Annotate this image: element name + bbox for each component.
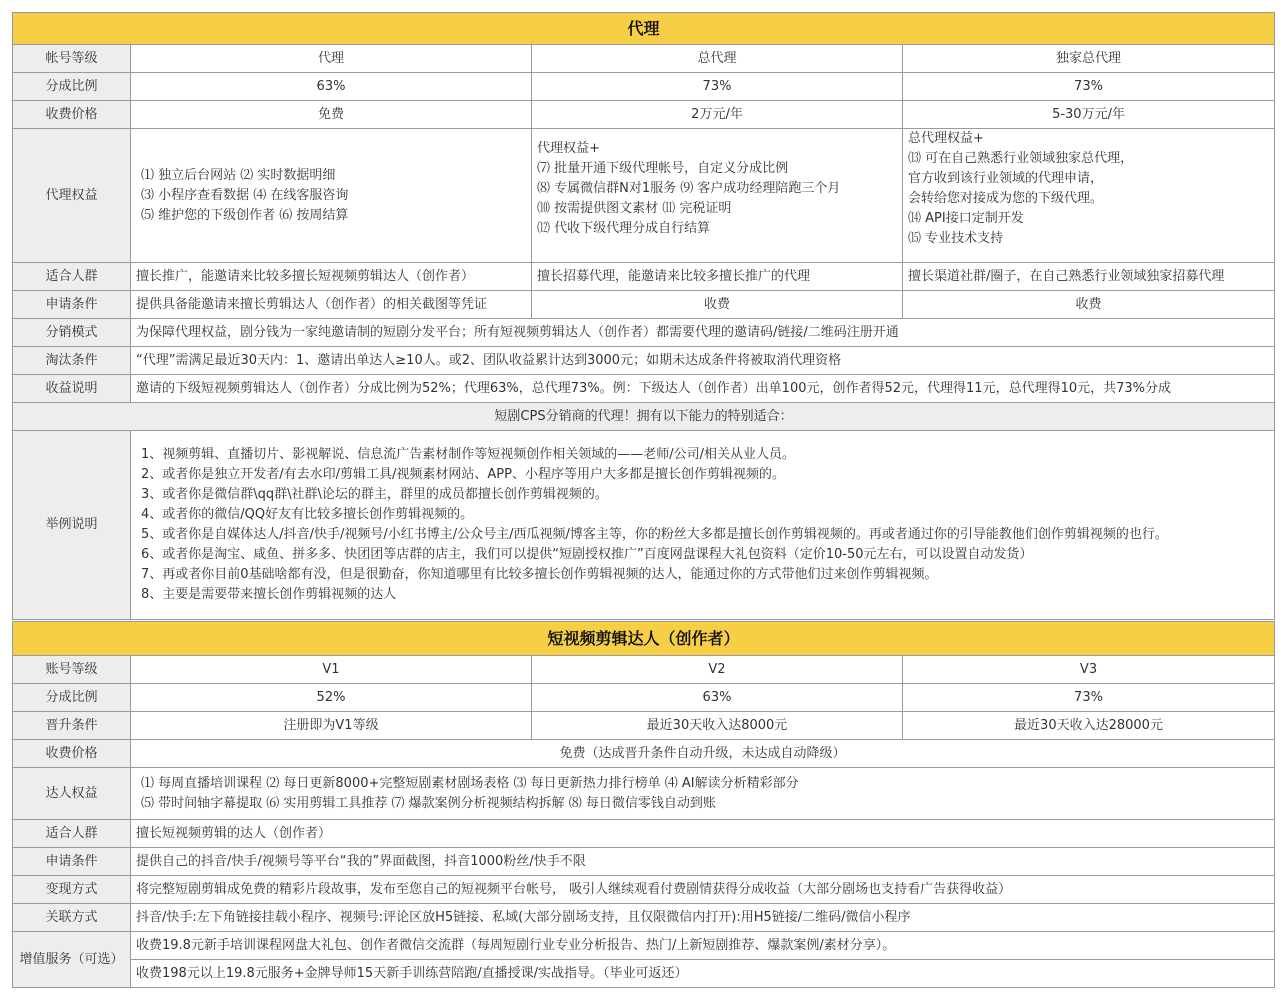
creator-rights <box>131 768 1275 820</box>
creator-promo-v2: 最近30天收入达8000元 <box>532 712 903 740</box>
creator-rights-label: 达人权益 <box>13 768 131 820</box>
creator-section-title: 短视频剪辑达人（创作者） <box>13 622 1275 656</box>
agent-rights-v3-line: ⒁ API接口定制开发 <box>908 211 1024 226</box>
creator-apply-label: 申请条件 <box>13 848 131 876</box>
creator-link-text: 抖音/快手:左下角链接挂载小程序、视频号:评论区放H5链接、私域(大部分剧场支持，且仅限微信内打开):用H5链接/二维码/微信小程序 <box>131 904 1275 932</box>
agent-rights-v2-line: ⑿ 代收下级代理分成自行结算 <box>537 221 711 236</box>
agent-price-v3: 5-30万元/年 <box>903 101 1275 129</box>
creator-level-label: 账号等级 <box>13 656 131 684</box>
agent-rights-v3-line: 会转给您对接成为您的下级代理。 <box>908 191 1104 206</box>
agent-audience-v3: 擅长渠道社群/圈子，在自己熟悉行业领域独家招募代理 <box>903 263 1275 291</box>
example-item: 1、视频剪辑、直播切片、影视解说、信息流广告素材制作等短视频创作相关领域的——老师/公司/相关从业人员。 <box>141 447 796 462</box>
creator-price-text: 免费（达成晋升条件自动升级，未达成自动降级） <box>131 740 1275 768</box>
creator-level-v2: V2 <box>532 656 903 684</box>
agent-elim-label: 淘汰条件 <box>13 347 131 375</box>
agent-price-label: 收费价格 <box>13 101 131 129</box>
creator-table <box>12 621 1275 988</box>
agent-elim-text: “代理”需满足最近30天内：1、邀请出单达人≥10人。或2、团队收益累计达到3000元；如期未达成条件将被取消代理资格 <box>131 347 1275 375</box>
creator-apply-text: 提供自己的抖音/快手/视频号等平台“我的”界面截图，抖音1000粉丝/快手不限 <box>131 848 1275 876</box>
agent-rights-v2-line: ⑺ 批量开通下级代理帐号，自定义分成比例 <box>537 161 789 176</box>
creator-audience-label: 适合人群 <box>13 820 131 848</box>
example-item: 3、或者你是微信群\qq群\社群\论坛的群主，群里的成员都擅长创作剪辑视频的。 <box>141 487 608 502</box>
creator-vas-label: 增值服务（可选） <box>13 932 131 988</box>
agent-apply-label: 申请条件 <box>13 291 131 319</box>
agent-rights-label: 代理权益 <box>13 129 131 263</box>
agent-rights-v2-line: ⑽ 按需提供图文素材 ⑾ 完税证明 <box>537 201 732 216</box>
creator-promo-v1: 注册即为V1等级 <box>131 712 532 740</box>
example-item: 4、或者你的微信/QQ好友有比较多擅长创作剪辑视频的。 <box>141 507 474 522</box>
example-item: 7、再或者你目前0基础啥都有没，但是很勤奋，你知道哪里有比较多擅长创作剪辑视频的达人，能通过你的方式带他们过来创作剪辑视频。 <box>141 567 938 582</box>
creator-vas-r1: 收费19.8元新手培训课程网盘大礼包、创作者微信交流群（每周短剧行业专业分析报告、热门/上新短剧推荐、爆款案例/素材分享）。 <box>131 932 1275 960</box>
agent-level-v2: 总代理 <box>532 45 903 73</box>
agent-rights-v2-line: ⑻ 专属微信群N对1服务 ⑼ 客户成功经理陪跑三个月 <box>537 181 841 196</box>
agent-rights-v3-line: 总代理权益+ <box>908 131 984 146</box>
creator-link-label: 关联方式 <box>13 904 131 932</box>
agent-table <box>12 12 1275 620</box>
agent-apply-v1: 提供具备能邀请来擅长剪辑达人（创作者）的相关截图等凭证 <box>131 291 532 319</box>
agent-price-v2: 2万元/年 <box>532 101 903 129</box>
agent-apply-v3: 收费 <box>903 291 1275 319</box>
creator-rights-line: ⑸ 带时间轴字幕提取 ⑹ 实用剪辑工具推荐 ⑺ 爆款案例分析视频结构拆解 ⑻ 每日微信零钱自动到账 <box>141 795 716 811</box>
agent-rights-v3-line: ⒂ 专业技术支持 <box>908 231 1004 246</box>
agent-rights-v2 <box>532 129 903 263</box>
creator-vas-r2: 收费198元以上19.8元服务+金牌导师15天新手训练营陪跑/直播授课/实战指导。（毕业可返还） <box>131 960 1275 988</box>
creator-level-v1: V1 <box>131 656 532 684</box>
agent-audience-v2: 擅长招募代理，能邀请来比较多擅长推广的代理 <box>532 263 903 291</box>
agent-share-label: 分成比例 <box>13 73 131 101</box>
agent-mode-label: 分销模式 <box>13 319 131 347</box>
agent-share-v1: 63% <box>131 73 532 101</box>
agent-examples-label: 举例说明 <box>13 431 131 620</box>
agent-apply-v2: 收费 <box>532 291 903 319</box>
creator-audience-text: 擅长短视频剪辑的达人（创作者） <box>131 820 1275 848</box>
agent-band: 短剧CPS分销商的代理！拥有以下能力的特别适合： <box>13 403 1275 431</box>
creator-share-v2: 63% <box>532 684 903 712</box>
agent-rights-v2-line: 代理权益+ <box>537 141 600 156</box>
creator-promo-label: 晋升条件 <box>13 712 131 740</box>
example-item: 6、或者你是淘宝、咸鱼、拼多多、快团团等店群的店主，我们可以提供“短剧授权推广”百度网盘课程大礼包资料（定价10-50元左右，可以设置自动发货） <box>141 547 1033 562</box>
agent-examples <box>131 431 1275 620</box>
agent-income-label: 收益说明 <box>13 375 131 403</box>
agent-rights-v1-line: ⑶ 小程序查看数据 ⑷ 在线客服咨询 <box>141 187 349 203</box>
agent-rights-v3-line: ⒀ 可在自己熟悉行业领域独家总代理， <box>908 151 1134 166</box>
agent-level-v1: 代理 <box>131 45 532 73</box>
agent-rights-v3-line: 官方收到该行业领域的代理申请， <box>908 171 1104 186</box>
creator-share-label: 分成比例 <box>13 684 131 712</box>
creator-monetize-label: 变现方式 <box>13 876 131 904</box>
agent-level-v3: 独家总代理 <box>903 45 1275 73</box>
agent-rights-v3 <box>903 129 1275 263</box>
agent-share-v3: 73% <box>903 73 1275 101</box>
creator-promo-v3: 最近30天收入达28000元 <box>903 712 1275 740</box>
creator-rights-line: ⑴ 每周直播培训课程 ⑵ 每日更新8000+完整短剧素材剧场表格 ⑶ 每日更新热力排行榜单 ⑷ AI解读分析精彩部分 <box>141 775 799 791</box>
agent-rights-v1 <box>131 129 532 263</box>
example-item: 2、或者你是独立开发者/有去水印/剪辑工具/视频素材网站、APP、小程序等用户大多都是擅长创作剪辑视频的。 <box>141 467 785 482</box>
creator-share-v1: 52% <box>131 684 532 712</box>
agent-level-label: 帐号等级 <box>13 45 131 73</box>
agent-audience-label: 适合人群 <box>13 263 131 291</box>
agent-section-title: 代理 <box>13 13 1275 45</box>
agent-price-v1: 免费 <box>131 101 532 129</box>
example-item: 8、主要是需要带来擅长创作剪辑视频的达人 <box>141 587 397 602</box>
creator-monetize-text: 将完整短剧剪辑成免费的精彩片段故事，发布至您自己的短视频平台帐号， 吸引人继续观看付费剧情获得分成收益（大部分剧场也支持看广告获得收益） <box>131 876 1275 904</box>
creator-price-label: 收费价格 <box>13 740 131 768</box>
agent-audience-v1: 擅长推广，能邀请来比较多擅长短视频剪辑达人（创作者） <box>131 263 532 291</box>
creator-level-v3: V3 <box>903 656 1275 684</box>
agent-rights-v1-line: ⑸ 维护您的下级创作者 ⑹ 按周结算 <box>141 207 349 223</box>
example-item: 5、或者你是自媒体达人/抖音/快手/视频号/小红书博主/公众号主/西瓜视频/博客主等，你的粉丝大多都是擅长创作剪辑视频的。再或者通过你的引导能教他们创作剪辑视频的也行。 <box>141 527 1168 542</box>
agent-income-text: 邀请的下级短视频剪辑达人（创作者）分成比例为52%；代理63%，总代理73%。例：下级达人（创作者）出单100元，创作者得52元，代理得11元，总代理得10元，共73%分成 <box>131 375 1275 403</box>
agent-rights-v1-line: ⑴ 独立后台网站 ⑵ 实时数据明细 <box>141 167 336 183</box>
creator-share-v3: 73% <box>903 684 1275 712</box>
agent-mode-text: 为保障代理权益，剧分钱为一家纯邀请制的短剧分发平台；所有短视频剪辑达人（创作者）都需要代理的邀请码/链接/二维码注册开通 <box>131 319 1275 347</box>
agent-share-v2: 73% <box>532 73 903 101</box>
